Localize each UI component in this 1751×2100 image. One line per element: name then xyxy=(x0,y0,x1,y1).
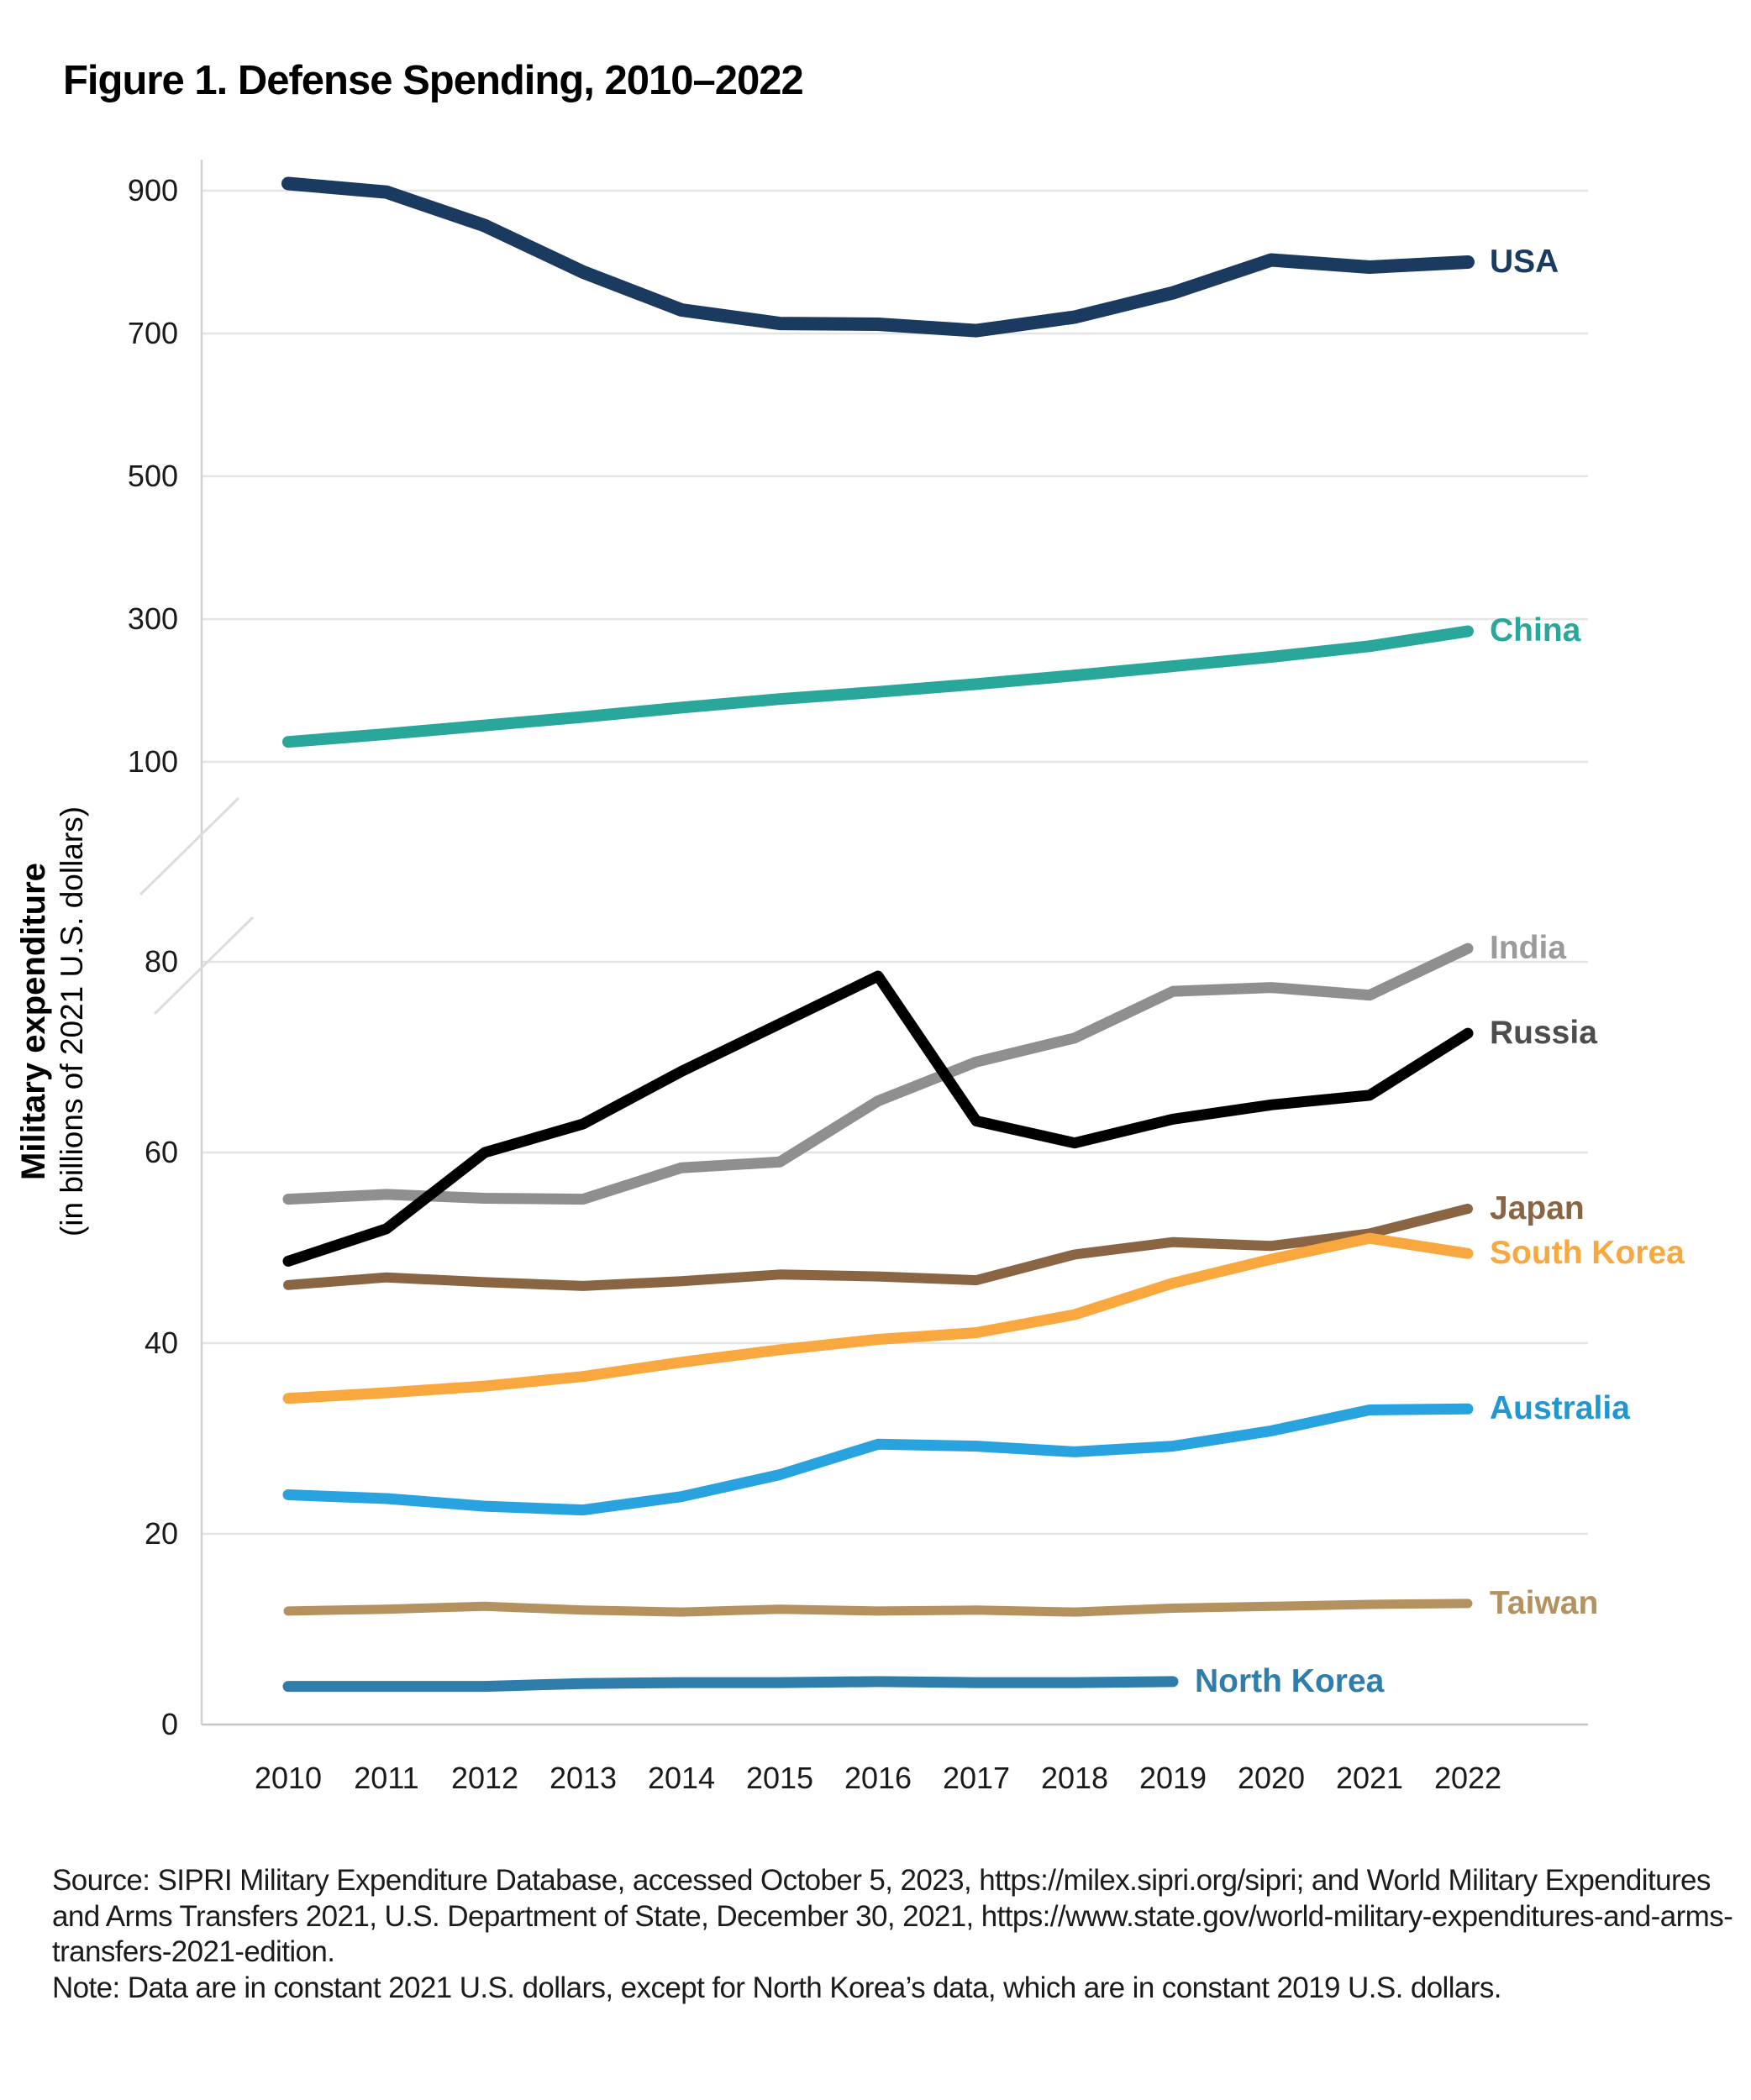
x-tick-2016: 2016 xyxy=(844,1761,912,1795)
x-tick-2022: 2022 xyxy=(1433,1761,1502,1795)
series-label-australia: Australia xyxy=(1490,1390,1630,1427)
x-tick-2013: 2013 xyxy=(549,1761,618,1795)
y-tick-upper-900: 900 xyxy=(127,173,178,207)
series-line-south-korea xyxy=(288,1238,1468,1399)
series-label-china: China xyxy=(1490,612,1581,649)
series-label-north-korea: North Korea xyxy=(1195,1662,1385,1699)
series-label-russia: Russia xyxy=(1490,1015,1597,1052)
y-tick-upper-100: 100 xyxy=(127,744,178,779)
axis-break-mark-1 xyxy=(140,798,239,895)
note-text: Note: Data are in constant 2021 U.S. dollars, except for North Korea’s data, which are in constant 2019 U.S. dollars. xyxy=(52,1971,1501,2005)
series-label-south-korea: South Korea xyxy=(1490,1235,1685,1272)
x-tick-2012: 2012 xyxy=(450,1761,519,1795)
series-line-japan xyxy=(288,1209,1468,1286)
x-tick-2018: 2018 xyxy=(1040,1761,1109,1795)
series-line-australia xyxy=(288,1409,1468,1509)
y-tick-upper-700: 700 xyxy=(127,316,178,350)
series-label-india: India xyxy=(1490,930,1567,967)
y-tick-upper-500: 500 xyxy=(127,459,178,493)
series-line-usa xyxy=(288,184,1468,331)
x-tick-2010: 2010 xyxy=(254,1761,323,1795)
figure-title: Figure 1. Defense Spending, 2010–2022 xyxy=(63,58,803,103)
y-tick-lower-0: 0 xyxy=(160,1707,178,1741)
x-tick-2015: 2015 xyxy=(745,1761,814,1795)
x-tick-2019: 2019 xyxy=(1138,1761,1207,1795)
series-line-china xyxy=(288,632,1468,743)
y-axis-title xyxy=(13,719,94,1324)
x-tick-2014: 2014 xyxy=(647,1761,716,1795)
y-tick-lower-20: 20 xyxy=(144,1516,178,1551)
x-tick-2021: 2021 xyxy=(1335,1761,1404,1795)
y-tick-lower-40: 40 xyxy=(144,1326,178,1360)
series-label-usa: USA xyxy=(1490,244,1559,280)
series-line-north-korea xyxy=(288,1682,1173,1687)
y-tick-upper-300: 300 xyxy=(127,601,178,636)
x-tick-2011: 2011 xyxy=(354,1761,419,1795)
y-axis-title-main: Military expenditure xyxy=(15,863,52,1180)
x-tick-2020: 2020 xyxy=(1237,1761,1306,1795)
series-label-japan: Japan xyxy=(1490,1189,1585,1226)
y-axis-title-sub: (in billions of 2021 U.S. dollars) xyxy=(55,806,89,1237)
series-line-russia xyxy=(288,976,1468,1261)
series-line-taiwan xyxy=(288,1604,1468,1612)
x-tick-2017: 2017 xyxy=(942,1761,1011,1795)
y-tick-lower-60: 60 xyxy=(144,1135,178,1169)
y-tick-lower-80: 80 xyxy=(144,944,178,979)
source-note-block xyxy=(52,1863,1737,2007)
source-text: Source: SIPRI Military Expenditure Database, accessed October 5, 2023, https://milex.sipri.org/sipri; and World Military Expenditures and Arms Transfers 2021, U.S. Department of State, December 30, 2021, https://www.state.gov/world-military-expenditures-and-arms-transfers-2021-edition. xyxy=(52,1864,1733,1969)
series-label-taiwan: Taiwan xyxy=(1490,1584,1599,1621)
